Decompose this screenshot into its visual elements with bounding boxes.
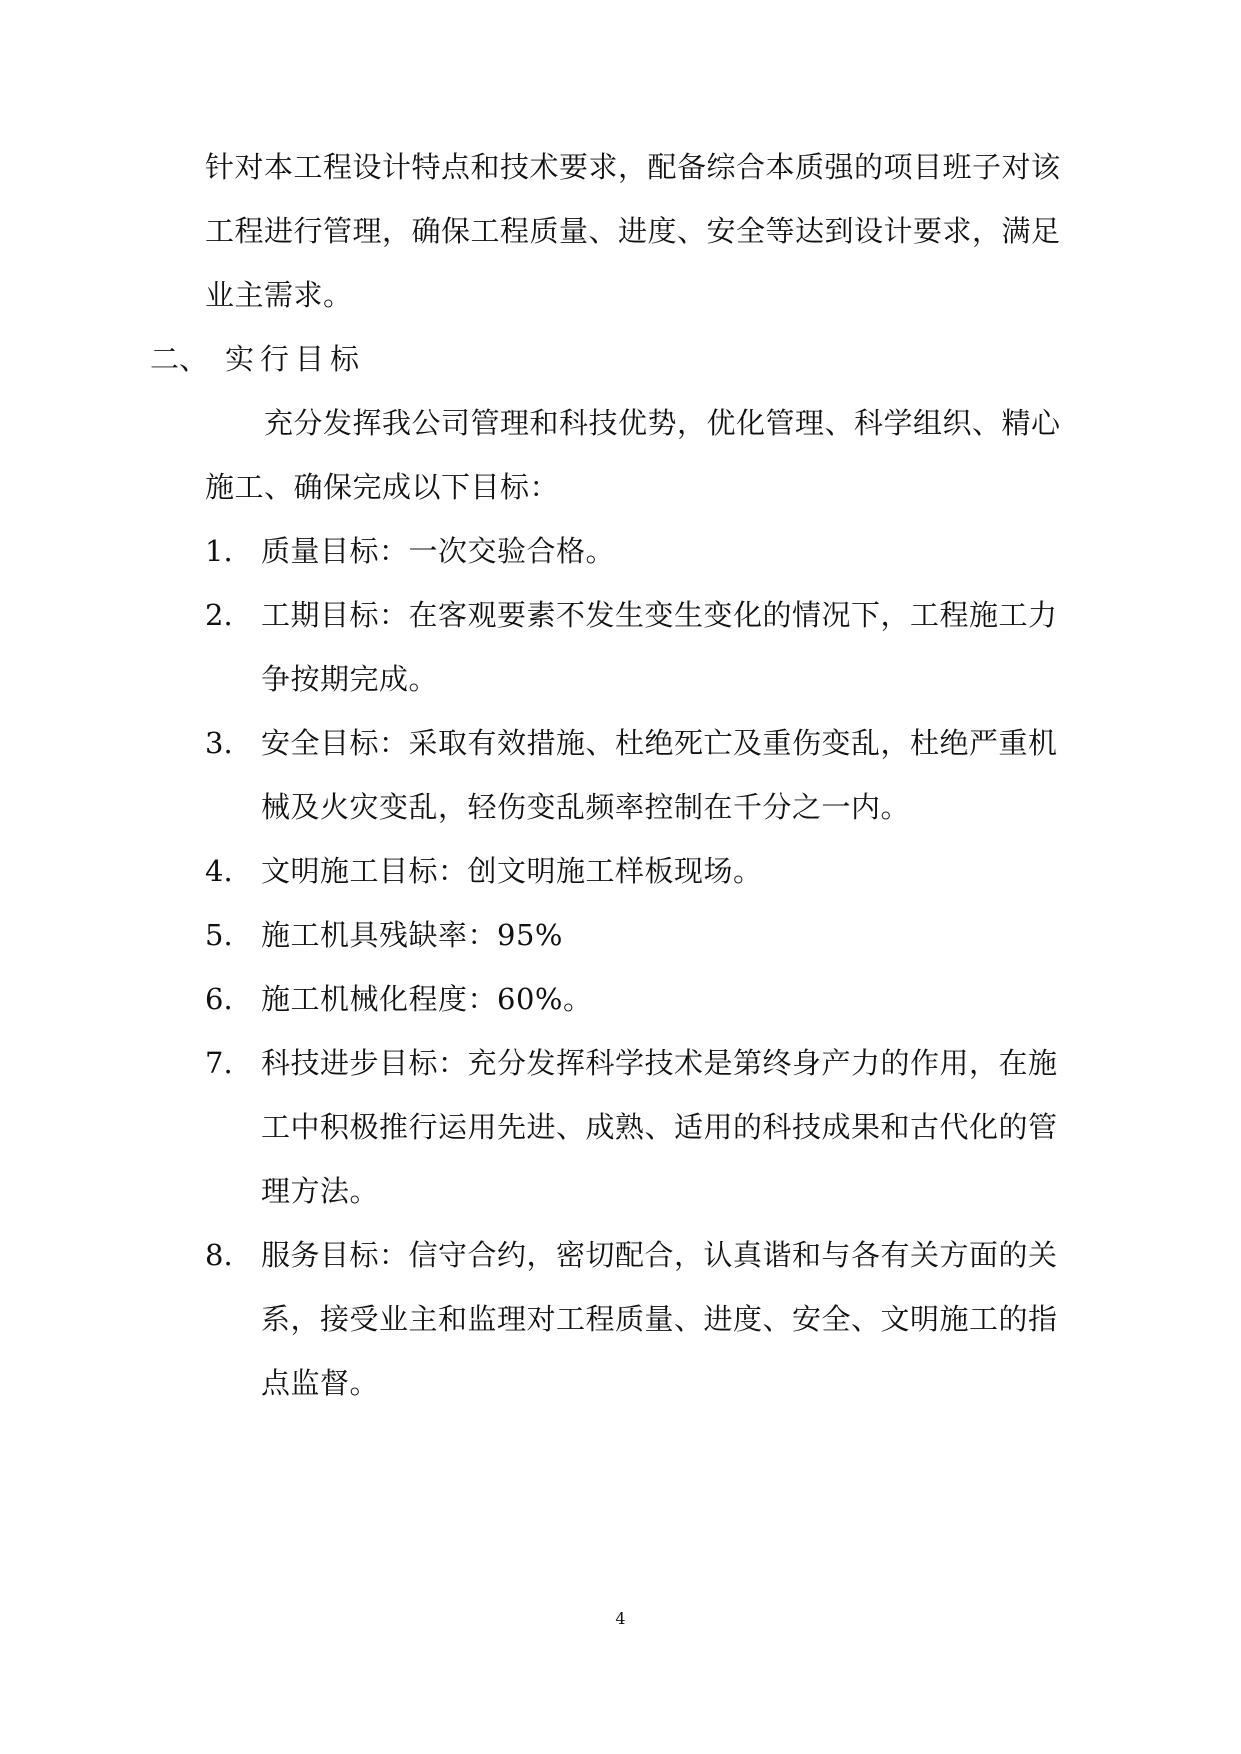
section-intro-line-1: 充分发挥我公司管理和科技优势，优化管理、科学组织、精心 [264, 406, 1061, 440]
item-4-line-1: 文明施工目标：创文明施工样板现场。 [261, 854, 763, 888]
item-8-line-3: 点监督。 [261, 1366, 380, 1400]
section-number: 二、 [150, 342, 209, 376]
item-8-line-2: 系，接受业主和监理对工程质量、进度、安全、文明施工的指 [261, 1302, 1058, 1336]
intro-line-2: 工程进行管理，确保工程质量、进度、安全等达到设计要求，满足 [205, 214, 1061, 248]
item-2-line-2: 争按期完成。 [261, 662, 439, 696]
section-title: 实行目标 [225, 342, 366, 376]
item-7-line-2: 工中积极推行运用先进、成熟、适用的科技成果和古代化的管 [261, 1110, 1058, 1144]
item-3-number: 3. [205, 726, 233, 760]
item-1-number: 1. [205, 534, 233, 568]
item-3-line-2: 械及火灾变乱，轻伤变乱频率控制在千分之一内。 [261, 790, 911, 824]
item-5-number: 5. [205, 918, 233, 952]
item-8-line-1: 服务目标：信守合约，密切配合，认真谐和与各有关方面的关 [261, 1238, 1058, 1272]
item-2-line-1: 工期目标：在客观要素不发生变生变化的情况下，工程施工力 [261, 598, 1058, 632]
item-7-number: 7. [205, 1046, 233, 1080]
item-5-line-1: 施工机具残缺率：95% [261, 918, 563, 952]
item-2-number: 2. [205, 598, 233, 632]
section-intro-line-2: 施工、确保完成以下目标： [205, 470, 560, 504]
page-number: 4 [615, 1609, 626, 1628]
item-6-number: 6. [205, 982, 233, 1016]
item-3-line-1: 安全目标：采取有效措施、杜绝死亡及重伤变乱，杜绝严重机 [261, 726, 1058, 760]
item-8-number: 8. [205, 1238, 233, 1272]
item-4-number: 4. [205, 854, 233, 888]
item-7-line-1: 科技进步目标：充分发挥科学技术是第终身产力的作用，在施 [261, 1046, 1058, 1080]
item-6-line-1: 施工机械化程度：60%。 [261, 982, 593, 1016]
item-1-line-1: 质量目标：一次交验合格。 [261, 534, 616, 568]
intro-line-3: 业主需求。 [205, 278, 353, 312]
item-7-line-3: 理方法。 [261, 1174, 380, 1208]
intro-line-1: 针对本工程设计特点和技术要求，配备综合本质强的项目班子对该 [205, 150, 1061, 184]
